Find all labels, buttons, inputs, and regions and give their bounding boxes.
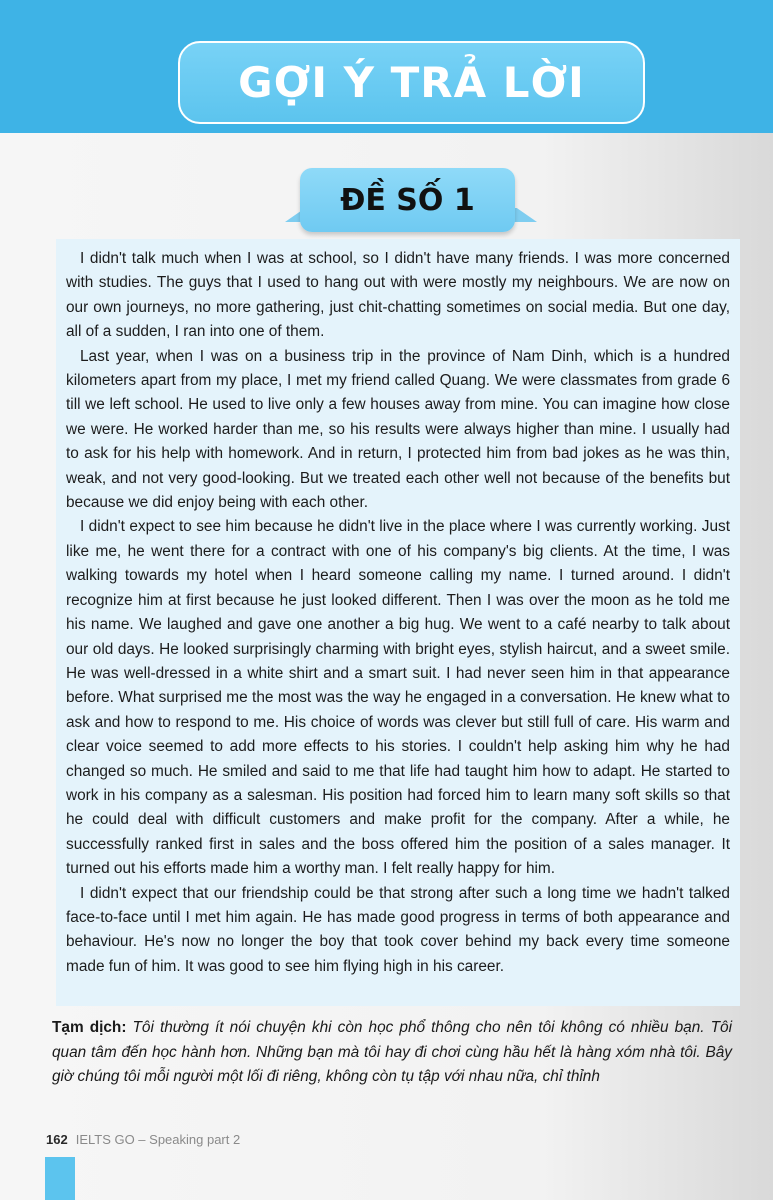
footer-accent-bar	[45, 1157, 75, 1200]
story-paragraph-3: I didn't expect to see him because he didn't live in the place where I was currently working. Just like me, he went there for a contract with one of his company's big clients. At the time, I was walking towards my hotel when I heard someone calling my name. I turned around. I didn't recognize him at first because he just looked different. Then I was over the moon as he told me his name. We laughed and gave one another a big hug. We went to a café nearby to talk about our old days. He looked surprisingly charming with bright eyes, stylish haircut, and a sweet smile. He was well-dressed in a white shirt and a smart suit. I had never seen him in that appearance before. What surprised me the most was the way he engaged in a conversation. He knew what to ask and how to respond to me. His choice of words was clever but still full of care. His warm and clear voice seemed to add more effects to his stories. I couldn't help asking him why he had changed so much. He smiled and said to me that life had taught him how to adapt. He started to work in his company as a salesman. His position had forced him to learn many soft skills so that he could deal with difficult customers and make profit for the company. After a while, he successfully ranked first in sales and the boss offered him the position of a sales manager. It turned out his efforts made him a worthy man. I felt really happy for him.	[66, 518, 730, 878]
story-paragraph-1: I didn't talk much when I was at school, so I didn't have many friends. I was more concerned with studies. The guys that I used to hang out with were mostly my neighbours. We are now on our own journeys, no more gathering, just chit-chatting sometimes on social media. But one day, all of a sudden, I ran into one of them.	[66, 250, 730, 341]
translation-label: Tạm dịch:	[52, 1019, 127, 1036]
section-title: ĐỀ SỐ 1	[340, 182, 475, 218]
translation-block	[52, 1016, 732, 1090]
sample-answer-box	[56, 239, 740, 1006]
page-title: GỢI Ý TRẢ LỜI	[238, 58, 585, 107]
story-paragraph-2: Last year, when I was on a business trip in the province of Nam Dinh, which is a hundred kilometers apart from my place, I met my friend called Quang. We were classmates from grade 6 till we left school. He used to live only a few houses away from mine. You can imagine how close we were. He worked harder than me, so his results were always higher than mine. I usually had to ask for his help with homework. And in return, I protected him from bad jokes as he was thin, weak, and not very good-looking. But we treated each other well not because of the benefits but because we did enjoy being with each other.	[66, 347, 730, 512]
story-paragraph-4: I didn't expect that our friendship could be that strong after such a long time we hadn't talked face-to-face until I met him again. He has made good progress in terms of both appearance and behaviour. He's now no longer the boy that took cover behind my back every time someone made fun of him. It was good to see him flying high in his career.	[66, 884, 730, 975]
header-banner	[178, 41, 645, 124]
book-title: IELTS GO – Speaking part 2	[75, 1132, 241, 1147]
page-number: 162	[46, 1132, 68, 1147]
section-tab	[300, 168, 515, 232]
translation-text: Tôi thường ít nói chuyện khi còn học phổ thông cho nên tôi không có nhiều bạn. Tôi quan tâm đến học hành hơn. Những bạn mà tôi hay đi chơi cùng hầu hết là hàng xóm nhà tôi. Bây giờ chúng tôi mỗi người một lối đi riêng, không còn tụ tập với nhau nữa, chỉ thỉnh	[52, 1019, 732, 1086]
page-footer	[46, 1132, 240, 1147]
